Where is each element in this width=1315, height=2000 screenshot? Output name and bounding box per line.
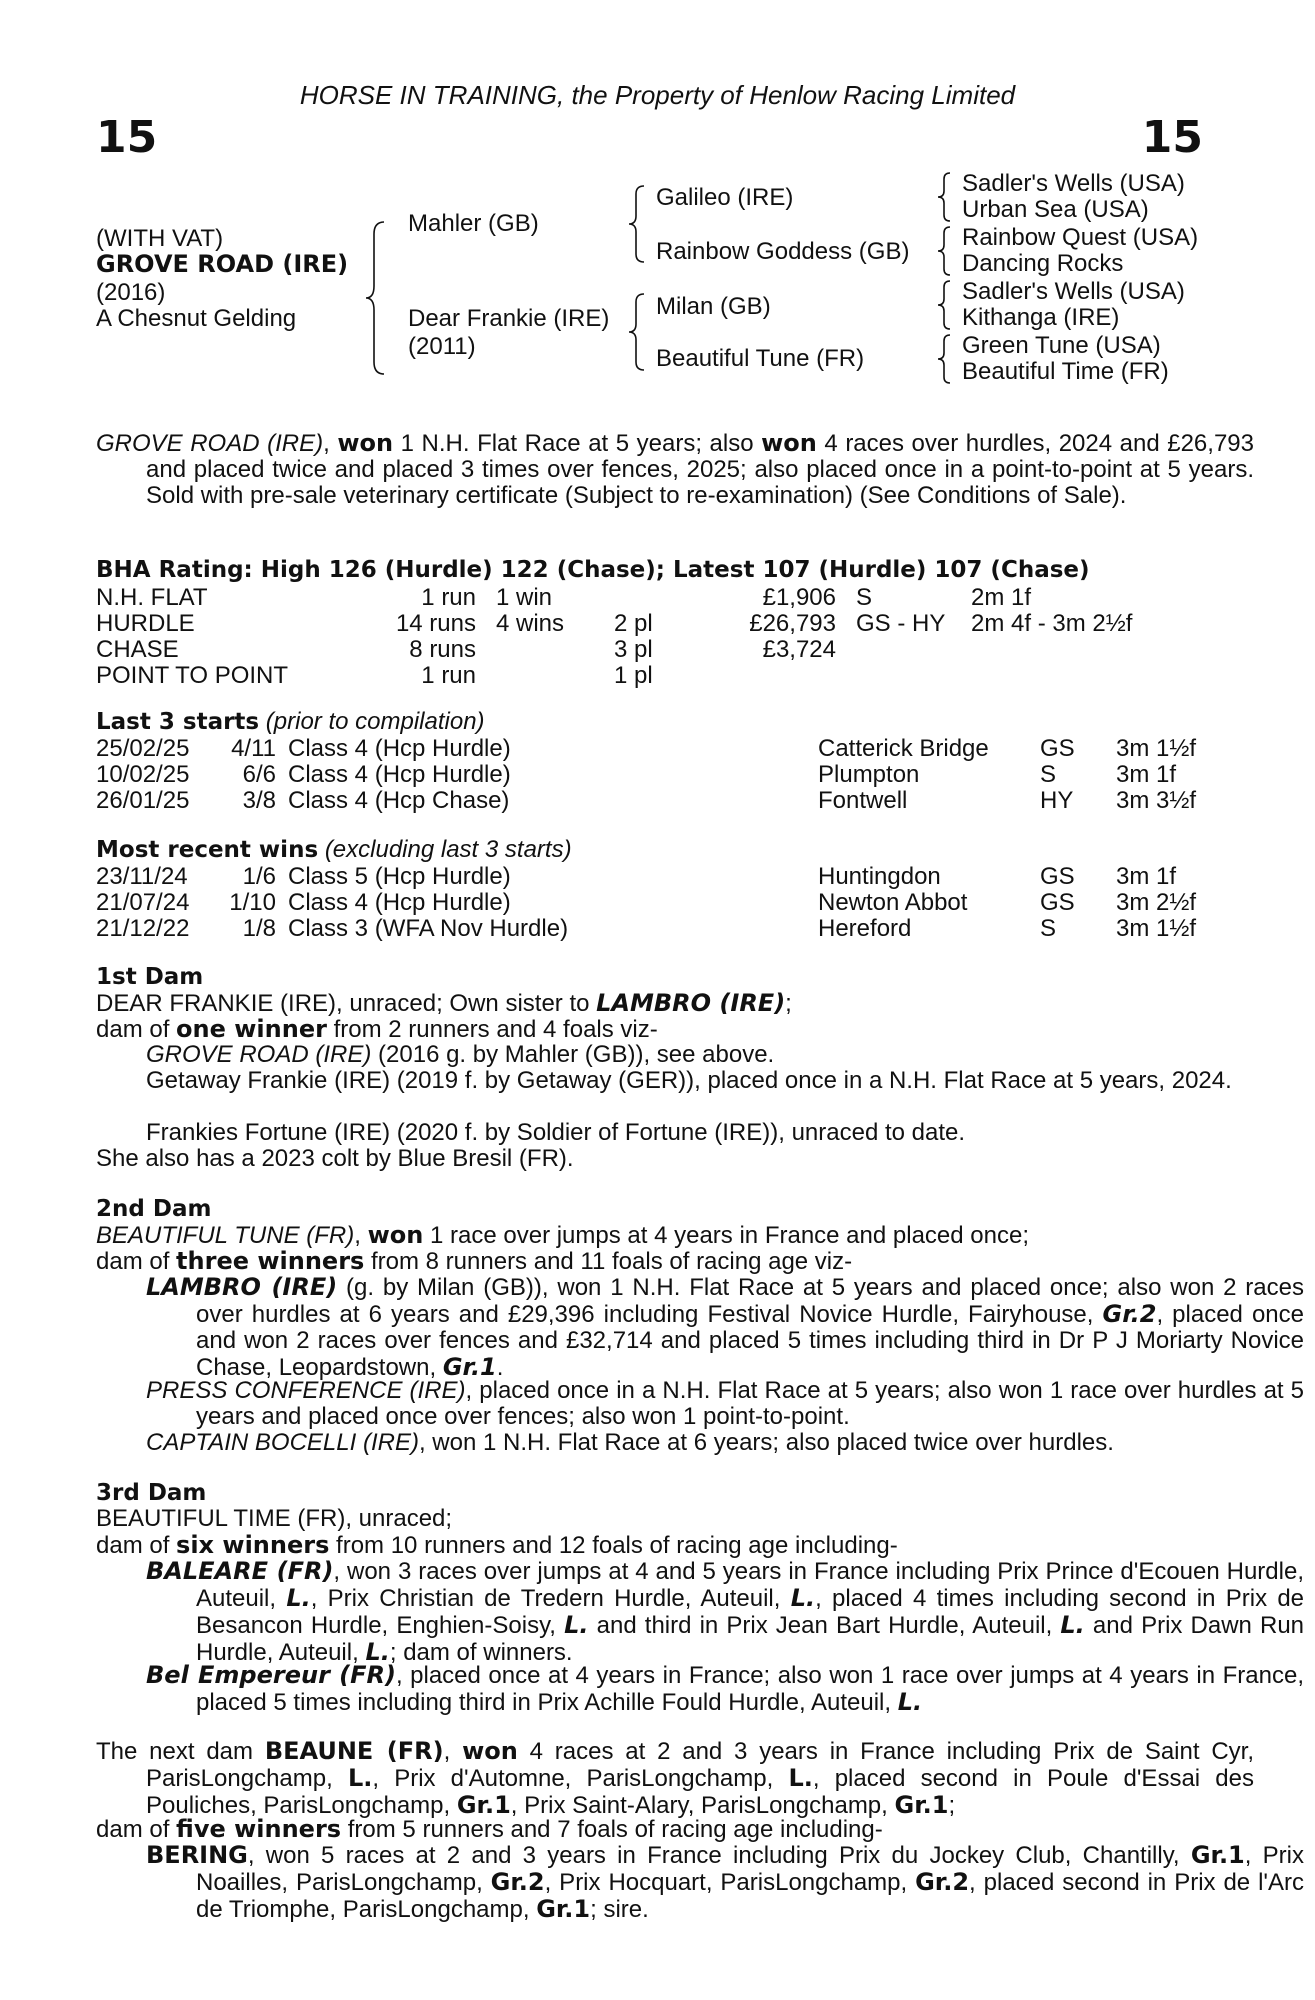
dam3-line2: dam of six winners from 10 runners and 12 foals of racing age including- (96, 1531, 898, 1559)
wins-pos: 1/10 (229, 889, 276, 916)
pedigree-brace-main (364, 218, 394, 378)
bha-runs: 1 run (421, 662, 476, 689)
wins-date: 23/11/24 (96, 863, 188, 890)
pedigree-ssd: Urban Sea (USA) (962, 196, 1149, 223)
dam3-produce-bel-empereur: Bel Empereur (FR), placed once at 4 years in France; also won 1 race over jumps at 4 years in France, placed 5 times including third in Prix Achille Fould Hurdle, Auteuil, L. (146, 1661, 1304, 1716)
last3-heading: Last 3 starts (prior to compilation) (96, 708, 485, 735)
wins-course: Huntingdon (818, 863, 941, 890)
pedigree-sire-sire: Galileo (IRE) (656, 184, 794, 211)
pedigree-brace-dam (626, 290, 648, 376)
wins-race: Class 5 (Hcp Hurdle) (288, 863, 511, 890)
last3-date: 10/02/25 (96, 761, 190, 788)
pedigree-sss: Sadler's Wells (USA) (962, 170, 1185, 197)
dam2-produce-lambro: LAMBRO (IRE) (g. by Milan (GB)), won 1 N.H. Flat Race at 5 years and placed once; also won 2 races over hurdles at 6 years and £29,396 including Festival Novice Hurdle, Fairyhouse, Gr.2, placed once and won 2 races over fences and £32,714 and placed 5 times including third in Dr P J Moriarty Novice Chase, Leopardstown, Gr.1. (146, 1273, 1304, 1381)
last3-going: HY (1040, 787, 1074, 814)
bha-type: CHASE (96, 636, 179, 663)
bha-going: GS - HY (856, 610, 946, 637)
dam1-title: 1st Dam (96, 964, 204, 990)
last3-race: Class 4 (Hcp Hurdle) (288, 735, 511, 762)
wins-dist: 3m 1½f (1116, 915, 1197, 942)
bha-wins: 4 wins (496, 610, 565, 637)
dam1-line1: DEAR FRANKIE (IRE), unraced; Own sister to LAMBRO (IRE); (96, 989, 792, 1017)
pedigree-sds: Rainbow Quest (USA) (962, 224, 1199, 251)
pedigree-brace-sire (626, 182, 648, 268)
dam2-produce-captain-bocelli: CAPTAIN BOCELLI (IRE), won 1 N.H. Flat Race at 6 years; also placed twice over hurdles. (146, 1429, 1114, 1456)
dam1-produce-3: Frankies Fortune (IRE) (2020 f. by Soldier of Fortune (IRE)), unraced to date. (146, 1119, 966, 1146)
wins-course: Newton Abbot (818, 889, 968, 916)
wins-going: GS (1040, 889, 1075, 916)
last3-pos: 3/8 (242, 787, 276, 814)
summary-horse-name: GROVE ROAD (IRE) (96, 430, 324, 457)
dam1-line2: dam of one winner from 2 runners and 4 foals viz- (96, 1015, 658, 1043)
last3-course: Fontwell (818, 787, 908, 814)
horse-description: A Chesnut Gelding (96, 305, 297, 332)
wins-going: S (1040, 915, 1057, 942)
dam2-line1: BEAUTIFUL TUNE (FR), won 1 race over jumps at 4 years in France and placed once; (96, 1221, 1029, 1249)
pedigree-brace-ss (934, 170, 954, 226)
page-header-title: HORSE IN TRAINING, the Property of Henlow Racing Limited (299, 80, 1016, 110)
dam1-produce-2: Getaway Frankie (IRE) (2019 f. by Getaway (GER)), placed once in a N.H. Flat Race at 5 years, 2024. (146, 1067, 1232, 1094)
bha-runs: 1 run (421, 584, 476, 611)
last3-dist: 3m 1½f (1116, 735, 1197, 762)
dam1-produce-1: GROVE ROAD (IRE) (2016 g. by Mahler (GB)), see above. (146, 1041, 775, 1068)
pedigree-brace-dd (934, 332, 954, 388)
horse-year: (2016) (96, 279, 166, 306)
pedigree-dsd: Kithanga (IRE) (962, 304, 1120, 331)
dam3-title: 3rd Dam (96, 1480, 207, 1506)
wins-heading: Most recent wins (excluding last 3 starts) (96, 836, 572, 863)
last3-race: Class 4 (Hcp Chase) (288, 787, 510, 814)
bha-money: £26,793 (749, 610, 836, 637)
last3-course: Plumpton (818, 761, 920, 788)
wins-going: GS (1040, 863, 1075, 890)
wins-race: Class 4 (Hcp Hurdle) (288, 889, 511, 916)
lot-number-right: 15 (1141, 112, 1203, 163)
last3-course: Catterick Bridge (818, 735, 989, 762)
next-dam-line2: dam of five winners from 5 runners and 7 foals of racing age including- (96, 1815, 883, 1843)
last3-dist: 3m 1f (1116, 761, 1177, 788)
dam2-title: 2nd Dam (96, 1196, 212, 1222)
bha-rating-title: BHA Rating: High 126 (Hurdle) 122 (Chase); Latest 107 (Hurdle) 107 (Chase) (96, 557, 1090, 583)
bha-wins: 1 win (496, 584, 553, 611)
dam1-note: She also has a 2023 colt by Blue Bresil (FR). (96, 1145, 574, 1172)
last3-pos: 4/11 (231, 735, 276, 762)
wins-date: 21/12/22 (96, 915, 190, 942)
dam3-produce-baleare: BALEARE (FR), won 3 races over jumps at 4 and 5 years in France including Prix Prince d'Ecouen Hurdle, Auteuil, L., Prix Christian de Tredern Hurdle, Auteuil, L., placed 4 times including second in Prix de Besancon Hurdle, Enghien-Soisy, L. and third in Prix Jean Bart Hurdle, Auteuil, L. and Prix Dawn Run Hurdle, Auteuil, L.; dam of winners. (146, 1557, 1305, 1666)
last3-going: S (1040, 761, 1057, 788)
lot-number-left: 15 (96, 112, 158, 163)
next-dam-produce-bering: BERING, won 5 races at 2 and 3 years in France including Prix du Jockey Club, Chantilly, Gr.1, Prix Noailles, ParisLongchamp, Gr.2, Prix Hocquart, ParisLongchamp, Gr.2, placed second in Prix de l'Arc de Triomphe, ParisLongchamp, Gr.1; sire. (146, 1841, 1304, 1923)
bha-runs: 14 runs (395, 610, 476, 637)
vat-label: (WITH VAT) (96, 225, 224, 252)
bha-dist: 2m 4f - 3m 2½f (971, 610, 1133, 637)
last3-pos: 6/6 (242, 761, 276, 788)
bha-pl: 1 pl (614, 662, 653, 689)
wins-date: 21/07/24 (96, 889, 190, 916)
pedigree-sdd: Dancing Rocks (962, 250, 1124, 277)
bha-going: S (856, 584, 873, 611)
next-dam-paragraph: The next dam BEAUNE (FR), won 4 races at 2 and 3 years in France including Prix de Saint Cyr, ParisLongchamp, L., Prix d'Automne, ParisLongchamp, L., placed second in Poule d'Essai des Pouliches, ParisLongchamp, Gr.1, Prix Saint-Alary, ParisLongchamp, Gr.1; (96, 1737, 1254, 1819)
bha-type: N.H. FLAT (96, 584, 208, 611)
wins-pos: 1/6 (242, 863, 276, 890)
pedigree-dam-year: (2011) (408, 333, 476, 360)
bha-dist: 2m 1f (971, 584, 1032, 611)
bha-pl: 3 pl (614, 636, 653, 663)
dam2-line2: dam of three winners from 8 runners and 11 foals of racing age viz- (96, 1247, 853, 1275)
pedigree-sire: Mahler (GB) (408, 210, 539, 237)
dam3-line1: BEAUTIFUL TIME (FR), unraced; (96, 1505, 453, 1532)
bha-pl: 2 pl (614, 610, 653, 637)
pedigree-dss: Sadler's Wells (USA) (962, 278, 1185, 305)
pedigree-dds: Green Tune (USA) (962, 332, 1161, 359)
last3-date: 26/01/25 (96, 787, 190, 814)
wins-race: Class 3 (WFA Nov Hurdle) (288, 915, 569, 942)
wins-dist: 3m 2½f (1116, 889, 1197, 916)
summary-paragraph: GROVE ROAD (IRE), won 1 N.H. Flat Race at 5 years; also won 4 races over hurdles, 2024 and £26,793 and placed twice and placed 3 times over fences, 2025; also placed once in a point-to-point at 5 years. Sold with pre-sale veterinary certificate (Subject to re-examination) (See Conditions of Sale). (96, 429, 1254, 509)
bha-money: £1,906 (762, 584, 836, 611)
wins-dist: 3m 1f (1116, 863, 1177, 890)
horse-name: GROVE ROAD (IRE) (96, 250, 349, 278)
pedigree-brace-sd (934, 224, 954, 280)
pedigree-sire-dam: Rainbow Goddess (GB) (656, 238, 910, 265)
pedigree-brace-ds (934, 278, 954, 334)
bha-money: £3,724 (762, 636, 836, 663)
pedigree-dam: Dear Frankie (IRE) (408, 305, 610, 332)
bha-type: POINT TO POINT (96, 662, 289, 689)
bha-runs: 8 runs (409, 636, 476, 663)
wins-course: Hereford (818, 915, 912, 942)
pedigree-dam-dam: Beautiful Tune (FR) (656, 345, 865, 372)
last3-race: Class 4 (Hcp Hurdle) (288, 761, 511, 788)
last3-date: 25/02/25 (96, 735, 190, 762)
pedigree-dam-sire: Milan (GB) (656, 293, 771, 320)
last3-dist: 3m 3½f (1116, 787, 1197, 814)
pedigree-ddd: Beautiful Time (FR) (962, 358, 1169, 385)
dam2-produce-press-conference: PRESS CONFERENCE (IRE), placed once in a N.H. Flat Race at 5 years; also won 1 race over hurdles at 5 years and placed once over fences; also won 1 point-to-point. (146, 1377, 1305, 1430)
bha-type: HURDLE (96, 610, 195, 637)
last3-going: GS (1040, 735, 1075, 762)
wins-pos: 1/8 (242, 915, 276, 942)
